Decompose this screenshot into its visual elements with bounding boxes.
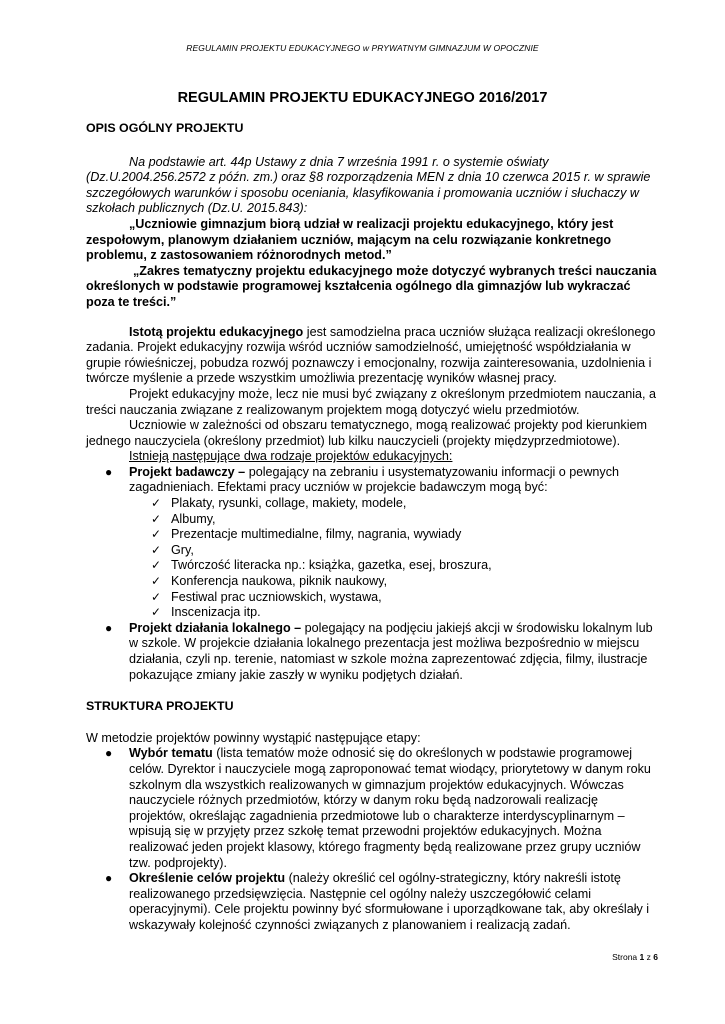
step2-text: (należy określić cel ogólny-strategiczny, który nakreśli istotę realizowanego przedsięwzięcia. Następnie cel ogólny należy uszczegółowić celami operacyjnymi). Cele projektu powinny być sformułowane i uporządkowane tak, aby określały i wskazywały kolejność czynności związanych z planowaniem i realizacją zadań. bbox=[129, 871, 650, 932]
list-item: ✓ Prezentacje multimedialne, filmy, nagrania, wywiady bbox=[151, 527, 462, 542]
struktura-intro: W metodzie projektów powinny wystąpić następujące etapy: bbox=[86, 730, 421, 745]
checkmark-icon: ✓ bbox=[151, 574, 162, 589]
quote-1: „Uczniowie gimnazjum biorą udział w realizacji projektu edukacyjnego, który jest zespołowym, planowym działaniem uczniów, mającym na celu rozwiązanie konkretnego problemu, z zastosowaniem różnorodnych metod.” bbox=[86, 216, 614, 263]
section-heading-struktura: STRUKTURA PROJEKTU bbox=[86, 699, 234, 714]
checkmark-icon: ✓ bbox=[151, 558, 162, 573]
running-header: REGULAMIN PROJEKTU EDUKACYJNEGO w PRYWATNYM GIMNAZJUM W OPOCZNIE bbox=[186, 43, 539, 53]
list-item: ✓ Albumy, bbox=[151, 511, 216, 526]
bullet-icon: ● bbox=[105, 871, 113, 886]
type1-text: polegający na zebraniu i usystematyzowaniu informacji o pewnych zagadnieniach. Efektami pracy uczniów w projekcie badawczym mogą być: bbox=[129, 464, 620, 495]
document-body bbox=[86, 121, 658, 934]
essence-text: jest samodzielna praca uczniów służąca realizacji określonego zadania. Projekt edukacyjny rozwija wśród uczniów samodzielność, umiejętność współdziałania w grupie rówieśniczej, pobudza rozwój poznawczy i emocjonalny, rozwija zainteresowania, uzdolnienia i twórcze myślenie a przede wszystkim umożliwia prezentację wyników własnej pracy. bbox=[86, 324, 656, 386]
list-item: ✓ Twórczość literacka np.: książka, gazetka, esej, broszura, bbox=[151, 558, 492, 573]
step1-text: (lista tematów może odnosić się do określonych w podstawie programowej celów. Dyrektor i nauczyciele mogą zaproponować temat wiodący, priorytetowy w danym roku szkolnym dla wszystkich realizowanych w gimnazjum projektów edukacyjnych. Wówczas nauczyciele różnych przedmiotów, którzy w danym roku będą nadzorowali realizację projektów, określając zagadnienia przedmiotowe lub o charakterze interdyscyplinarnym – wpisują się w przyjęty przez szkołę temat przewodni projektów edukacyjnych. Można realizować jeden projekt klasowy, którego fragmenty będą realizowane przez grupy uczniów tzw. podprojekty). bbox=[129, 746, 651, 870]
step2-label: Określenie celów projektu bbox=[129, 871, 286, 886]
checkmark-icon: ✓ bbox=[151, 605, 162, 620]
step-topic bbox=[105, 746, 658, 871]
list-item: ✓ Konferencja naukowa, piknik naukowy, bbox=[151, 574, 388, 589]
step-goals bbox=[105, 871, 658, 933]
effects-list bbox=[129, 496, 658, 621]
legal-basis-paragraph: Na podstawie art. 44p Ustawy z dnia 7 września 1991 r. o systemie oświaty (Dz.U.2004.256.2572 z późn. zm.) oraz §8 rozporządzenia MEN z dnia 10 czerwca 2015 r. w sprawie szczegółowych warunków i sposobu oceniania, klasyfikowania i promowania uczniów i słuchaczy w szkołach publicznych (Dz.U. 2015.843): bbox=[86, 154, 651, 216]
checkmark-icon: ✓ bbox=[151, 527, 162, 542]
checkmark-icon: ✓ bbox=[151, 496, 162, 511]
bullet-icon: ● bbox=[105, 464, 113, 479]
paragraph-2: Projekt edukacyjny może, lecz nie musi być związany z określonym przedmiotem nauczania, a treści nauczania związane z realizowanym projektem mogą dotyczyć wielu przedmiotów. bbox=[86, 386, 657, 417]
project-types-list bbox=[86, 465, 658, 683]
section-heading-opis: OPIS OGÓLNY PROJEKTU bbox=[86, 121, 244, 135]
project-type-local-action bbox=[105, 620, 658, 683]
list-item: ✓ Festiwal prac uczniowskich, wystawa, bbox=[151, 589, 382, 604]
list-item: ✓ Plakaty, rysunki, collage, makiety, modele, bbox=[151, 496, 407, 511]
type2-text: polegający na podjęciu jakiejś akcji w środowisku lokalnym lub w szkole. W projekcie działania lokalnego prezentacja jest możliwa bezpośrednio w miejscu działania, czyli np. terenie, natomiast w szkole można zaprezentować zdjęcia, filmy, ilustracje pokazujące zmiany jakie zaszły w wyniku podjętych działań. bbox=[129, 620, 653, 682]
quote-2: „Zakres tematyczny projektu edukacyjnego może dotyczyć wybranych treści nauczania określonych w podstawie programowej kształcenia ogólnego dla gimnazjów lub wykraczać poza te treści.” bbox=[86, 263, 657, 309]
type2-label: Projekt działania lokalnego – bbox=[129, 620, 302, 635]
checkmark-icon: ✓ bbox=[151, 511, 162, 526]
essence-bold: Istotą projektu edukacyjnego bbox=[129, 324, 304, 339]
step1-label: Wybór tematu bbox=[129, 746, 213, 761]
project-type-research bbox=[105, 464, 658, 621]
list-item: ✓ Gry, bbox=[151, 542, 194, 557]
bullet-icon: ● bbox=[105, 620, 113, 635]
steps-list bbox=[86, 746, 658, 933]
document-title: REGULAMIN PROJEKTU EDUKACYJNEGO 2016/2017 bbox=[177, 90, 548, 106]
page-number: Strona 1 z 6 bbox=[612, 952, 658, 962]
type1-label: Projekt badawczy – bbox=[129, 464, 246, 479]
bullet-icon: ● bbox=[105, 746, 113, 761]
paragraph-3: Uczniowie w zależności od obszaru tematycznego, mogą realizować projekty pod kierunkiem jednego nauczyciela (określony przedmiot) lub kilku nauczycieli (projekty międzyprzedmiotowe). bbox=[86, 418, 647, 448]
essence-paragraph bbox=[86, 325, 658, 387]
types-intro bbox=[86, 449, 658, 465]
types-intro-text: Istnieją następujące dwa rodzaje projektów edukacyjnych: bbox=[129, 449, 453, 464]
checkmark-icon: ✓ bbox=[151, 542, 162, 557]
checkmark-icon: ✓ bbox=[151, 589, 162, 604]
list-item: ✓ Inscenizacja itp. bbox=[151, 605, 261, 620]
